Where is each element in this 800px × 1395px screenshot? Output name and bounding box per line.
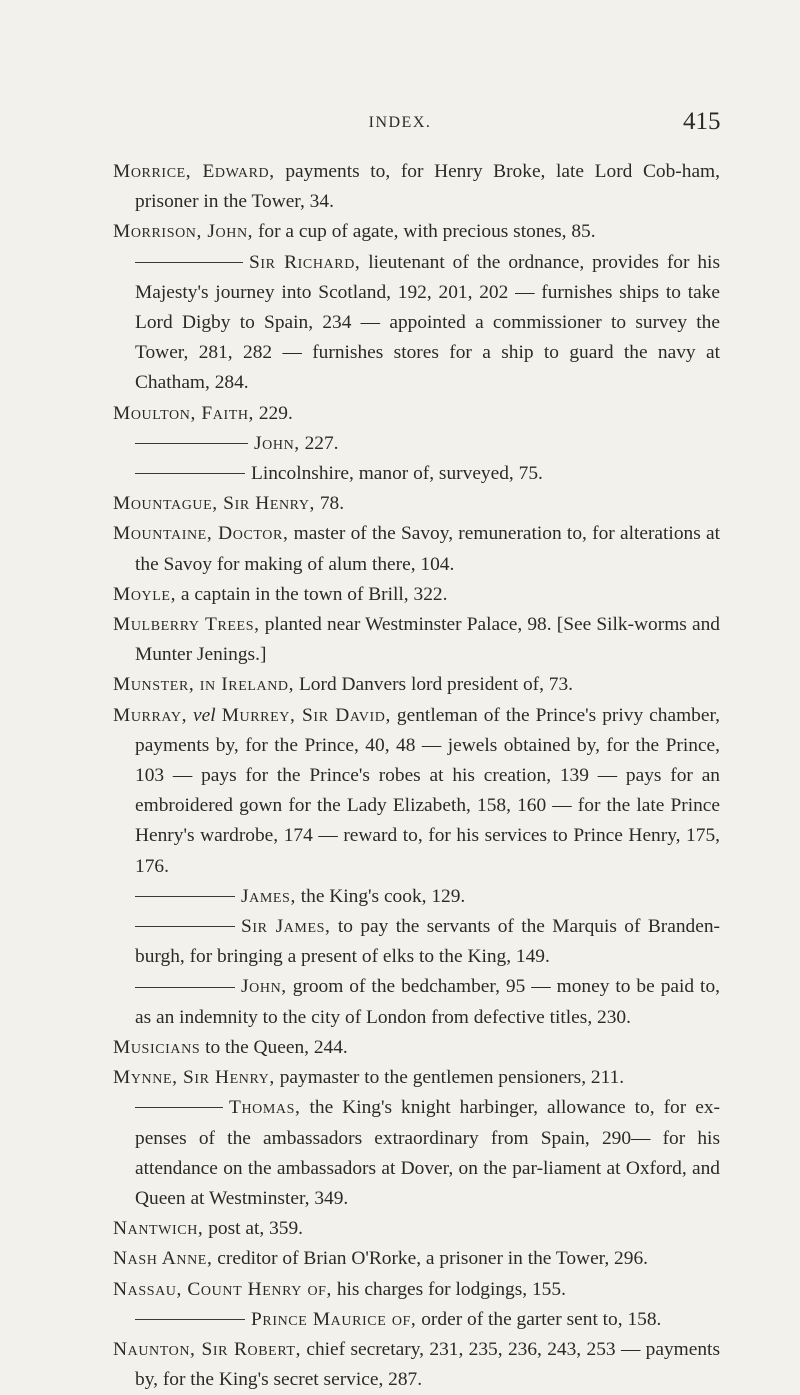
- entry-heading: Murray,: [113, 704, 188, 726]
- entry-heading: Nassau, Count Henry of,: [113, 1278, 332, 1300]
- entry-heading: Nantwich,: [113, 1218, 204, 1240]
- entry-text: lieutenant of the ordnance, provides for his Majesty's journey into Scotland, 192, 201, 202 — furnishes ships to take Lord Digby to Spain, 234 — appointed a commissioner to survey the Tower, 281, 282 — furnishes stores for a ship to guard the navy at Chatham, 284.: [135, 251, 720, 394]
- entry-text: for a cup of agate, with precious stones, 85.: [253, 221, 596, 243]
- index-entry-naunton-sir-robert: [113, 1335, 720, 1395]
- entry-text: 229.: [254, 402, 293, 424]
- index-entry-mountaine-doctor: [113, 519, 720, 579]
- entry-heading: Mountaine, Doctor,: [113, 523, 289, 545]
- ditto-dash: [135, 987, 235, 988]
- entry-heading: Moulton, Faith,: [113, 402, 255, 424]
- entry-text: payments to, for Henry Broke, late Lord Cob-ham, prisoner in the Tower, 34.: [135, 161, 720, 213]
- entry-heading: Mulberry Trees,: [113, 614, 260, 636]
- index-entry-mulberry-trees: [113, 610, 720, 670]
- index-entry-musicians: [113, 1033, 720, 1063]
- index-entry-munster-ireland: [113, 670, 720, 700]
- entry-heading: Munster, in Ireland,: [113, 674, 295, 696]
- entry-italic-vel: vel: [193, 704, 216, 726]
- entry-heading: Thomas,: [229, 1097, 301, 1119]
- entry-heading: Nash Anne,: [113, 1248, 213, 1270]
- entry-heading: James,: [241, 885, 296, 907]
- entry-text: paymaster to the gentlemen pensioners, 211.: [274, 1067, 625, 1089]
- index-entry-murray-john: [113, 972, 720, 1032]
- entry-text: Lincolnshire, manor of, surveyed, 75.: [251, 463, 543, 485]
- entry-heading: Naunton, Sir Robert,: [113, 1338, 302, 1360]
- ditto-dash: [135, 443, 248, 444]
- entry-text: to the Queen, 244.: [200, 1036, 348, 1058]
- index-entry-nash-anne: [113, 1244, 720, 1274]
- entry-text: 227.: [299, 432, 339, 454]
- index-entry-nantwich: [113, 1214, 720, 1244]
- entry-heading: Moyle,: [113, 583, 177, 605]
- entry-text: 78.: [315, 493, 345, 515]
- entry-heading: Morrice, Edward,: [113, 161, 275, 182]
- index-entry-morrison-sir-richard: [113, 248, 720, 399]
- ditto-dash: [135, 1319, 245, 1320]
- index-entries: [113, 157, 720, 1395]
- entry-text: order of the garter sent to, 158.: [416, 1308, 662, 1330]
- ditto-dash: [135, 473, 245, 474]
- index-entry-mynne-sir-henry: [113, 1063, 720, 1093]
- index-entry-murray-sir-james: [113, 912, 720, 972]
- index-entry-moulton-john: [113, 429, 720, 459]
- index-entry-nassau-prince-maurice: [113, 1305, 720, 1335]
- index-entry-morrison-john: [113, 217, 720, 247]
- index-entry-morrice-edward: [113, 157, 720, 217]
- entry-heading-alt: Murrey, Sir David,: [221, 704, 391, 726]
- entry-heading: John,: [254, 432, 300, 454]
- entry-text: to pay the servants of the Marquis of Branden-burgh, for bringing a present of elks to the King, 149.: [135, 916, 720, 968]
- entry-text: planted near Westminster Palace, 98. [See Silk-worms and Munter Jenings.]: [135, 614, 720, 666]
- entry-heading: Morrison, John,: [113, 221, 254, 243]
- entry-text: groom of the bedchamber, 95 — money to be paid to, as an indemnity to the city of London from defective titles, 230.: [135, 976, 720, 1028]
- entry-text: creditor of Brian O'Rorke, a prisoner in the Tower, 296.: [212, 1248, 648, 1270]
- entry-text: gentleman of the Prince's privy chamber, payments by, for the Prince, 40, 48 — jewels obtained by, for the Prince, 103 — pays for the Prince's robes at his creation, 139 — pays for an embroidered gown for the Lady Elizabeth, 158, 160 — for the late Prince Henry's wardrobe, 174 — reward to, for his services to Prince Henry, 175, 176.: [135, 704, 720, 877]
- ditto-dash: [135, 896, 235, 897]
- entry-text: the King's knight harbinger, allowance to, for ex-penses of the ambassadors extraordinary from Spain, 290— for his attendance on the ambassadors at Dover, on the par-liament at Oxford, and Queen at Westminster, 349.: [135, 1097, 720, 1209]
- entry-heading: John,: [241, 976, 287, 998]
- index-entry-moulton-faith: [113, 399, 720, 429]
- page-number: 415: [683, 108, 721, 135]
- entry-heading: Prince Maurice of,: [251, 1308, 417, 1330]
- index-entry-nassau-count-henry: [113, 1275, 720, 1305]
- entry-text: post at, 359.: [203, 1218, 304, 1240]
- index-entry-murray-sir-david: [113, 701, 720, 882]
- entry-heading: Mynne, Sir Henry,: [113, 1067, 275, 1089]
- entry-text: his charges for lodgings, 155.: [332, 1278, 566, 1300]
- entry-text: master of the Savoy, remuneration to, for alterations at the Savoy for making of alum there, 104.: [135, 523, 721, 575]
- index-entry-moyle: [113, 580, 720, 610]
- page-header: [0, 108, 800, 140]
- ditto-dash: [135, 926, 235, 927]
- ditto-dash: [135, 262, 243, 263]
- entry-text: chief secretary, 231, 235, 236, 243, 253 — payments by, for the King's secret service, 287.: [135, 1338, 720, 1391]
- index-entry-mynne-thomas: [113, 1093, 720, 1214]
- entry-text: the King's cook, 129.: [295, 885, 466, 907]
- ditto-dash: [135, 1107, 223, 1108]
- entry-heading: Musicians: [113, 1036, 201, 1058]
- running-title: INDEX.: [368, 114, 432, 131]
- entry-heading: Sir James,: [241, 916, 331, 938]
- index-entry-moulton-lincolnshire: [113, 459, 720, 489]
- entry-heading: Mountague, Sir Henry,: [113, 493, 316, 515]
- index-entry-murray-james: [113, 882, 720, 912]
- entry-text: a captain in the town of Brill, 322.: [176, 583, 448, 605]
- entry-text: Lord Danvers lord president of, 73.: [294, 674, 574, 696]
- entry-heading: Sir Richard,: [249, 251, 361, 273]
- index-entry-mountague-sir-henry: [113, 489, 720, 519]
